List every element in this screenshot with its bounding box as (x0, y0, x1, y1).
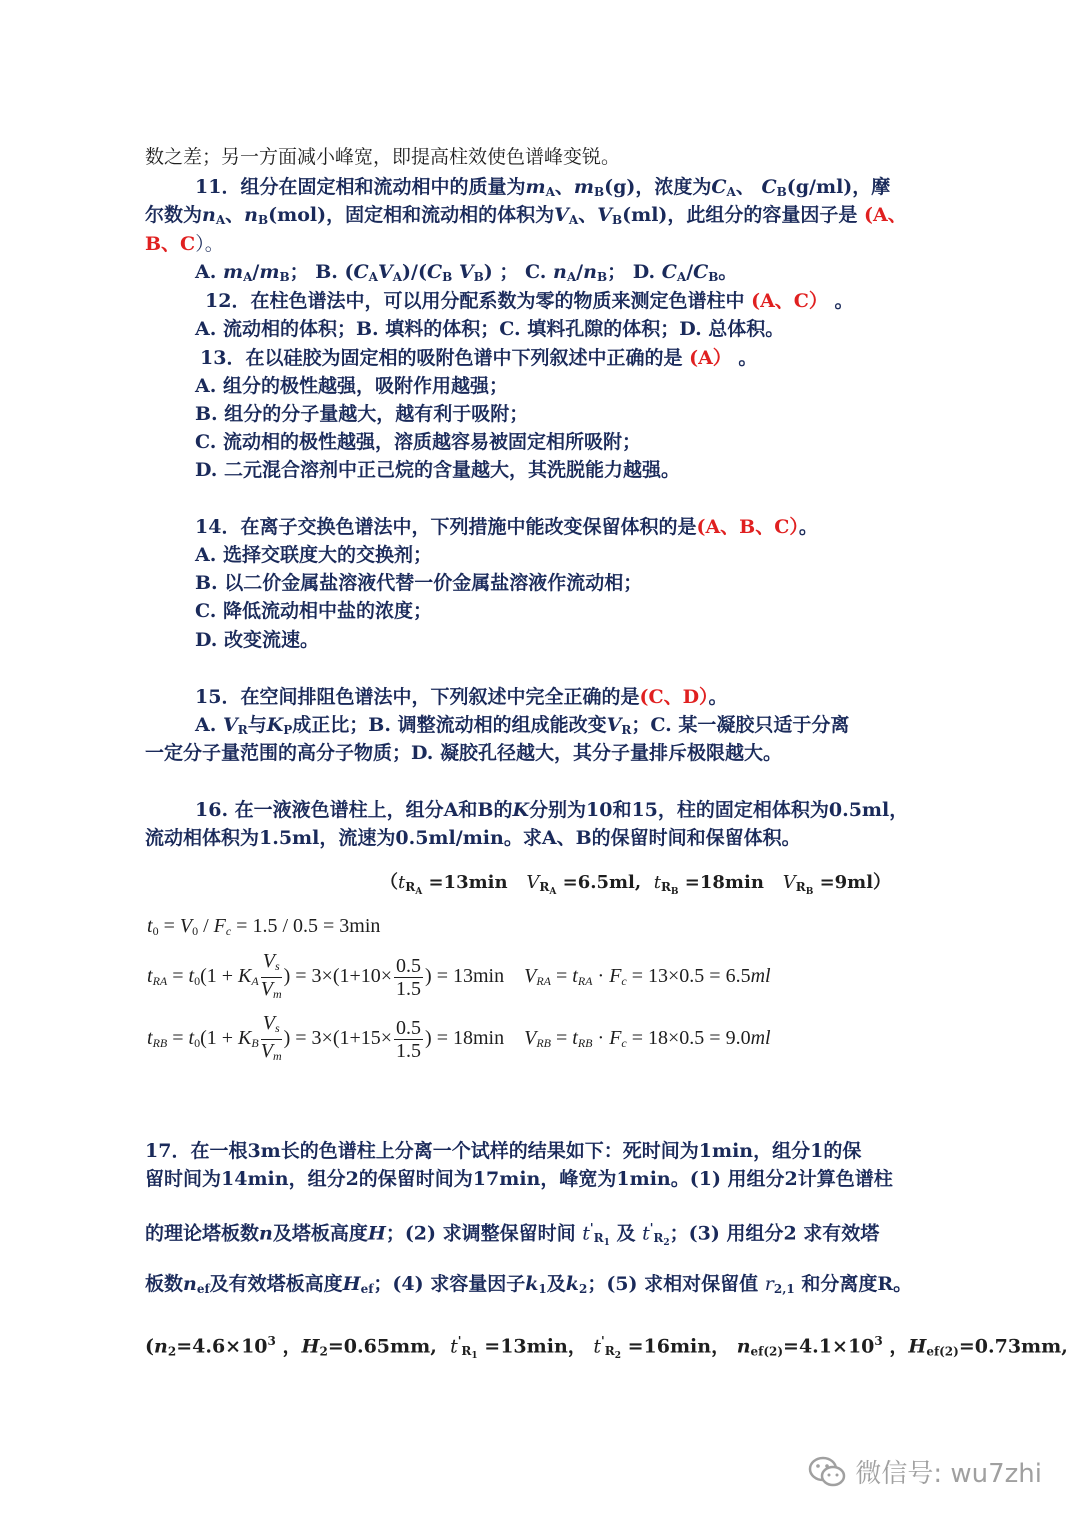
q17-line3: 的理论塔板数n及塔板高度H；(2) 求调整保留时间 $t'_{R_1}$ 及 $t'_{R_2}$；(3) 用组分2 求有效塔 (145, 1221, 880, 1249)
q16-eq2: $t_{RB} = t_0(1 + K_B$ $\frac{V_s}{V_m}$ ) = 3×(1+15× $\frac{0.5}{1.5}$ ) = 18min $V_{RB} = t_{RB} \cdot F_c = 18\times 0.5 = 9.0ml$ (147, 1012, 771, 1063)
q11-answer: B、C）。 (145, 233, 224, 255)
q16-line2: 流动相体积为1.5ml，流速为0.5ml/min。求A、B的保留时间和保留体积。 (145, 827, 801, 849)
q14-option-d: D. 改变流速。 (195, 629, 320, 651)
q16-eq0: $t_0 = V_0 / F_c = 1.5 / 0.5 = 3\min$ (147, 915, 381, 938)
watermark-text: 微信号: wu7zhi (855, 1459, 1042, 1489)
q11-line1: 11．组分在固定相和流动相中的质量为$m_A$、$m_B(g)$，浓度为$C_A$、 $C_B(g/ml)$，摩 (195, 176, 891, 199)
q14-option-c: C. 降低流动相中盐的浓度； (195, 600, 433, 622)
wechat-icon (807, 1455, 847, 1489)
q17-line4: 板数$n_{ef}$及有效塔板高度$H_{ef}$；(4) 求容量因子$k_1$及$k_2$；(5) 求相对保留值 $r_{2,1}$ 和分离度R。 (145, 1273, 913, 1296)
q16-answer: （$t_{R_A} =13\min$ $V_{R_A} =6.5ml$, $t_{R_B} =18\min$ $V_{R_B} =9ml$） (380, 872, 892, 897)
q13-option-a: A. 组分的极性越强，吸附作用越强； (195, 375, 508, 397)
q12-options: A. 流动相的体积；B. 填料的体积；C. 填料孔隙的体积；D. 总体积。 (195, 318, 785, 340)
q13-stem: 13．在以硅胶为固定相的吸附色谱中下列叙述中正确的是 (A） 。 (200, 347, 758, 369)
q15-line1: A. $V_R$与$K_P$成正比；B. 调整流动相的组成能改变$V_R$；C. 某一凝胶只适于分离 (195, 714, 850, 737)
q14-stem: 14．在离子交换色谱法中，下列措施中能改变保留体积的是(A、B、C）。 (195, 516, 818, 538)
q13-option-b: B. 组分的分子量越大，越有利于吸附； (195, 403, 529, 425)
q17-answer: ($n_2=4.6\times 10^3$ ，$H_2=0.65mm$, $t'_{R_1} =13\min$， $t'_{R_2} =16\min$， $n_{ef(2)}=4.1\times 10^3$ ，$H_{ef(2)}=0.73mm$, (145, 1334, 1068, 1362)
q17-line2: 留时间为14min，组分2的保留时间为17min，峰宽为1min。(1) 用组分2计算色谱柱 (145, 1168, 893, 1190)
q11-options: A. $m_A/m_B$； B. $(C_AV_A)/(C_B$ $V_B$) ； C. $n_A/n_B$； D. $C_A/C_B$。 (195, 261, 738, 284)
q14-option-a: A. 选择交联度大的交换剂； (195, 544, 432, 566)
q14-option-b: B. 以二价金属盐溶液代替一价金属盐溶液作流动相； (195, 572, 643, 594)
watermark (807, 1453, 1042, 1490)
q15-line2: 一定分子量范围的高分子物质；D. 凝胶孔径越大，其分子量排斥极限越大。 (145, 742, 783, 764)
intro-line: 数之差；另一方面减小峰宽，即提高柱效使色谱峰变锐。 (145, 146, 621, 168)
q17-line1: 17．在一根3m长的色谱柱上分离一个试样的结果如下：死时间为1min，组分1的保 (145, 1140, 862, 1162)
q16-eq1: $t_{RA} = t_0(1 + K_A$ $\frac{V_s}{V_m}$ ) = 3×(1+10× $\frac{0.5}{1.5}$ ) = 13min $V_{RA} = t_{RA} \cdot F_c = 13\times 0.5 = 6.5ml$ (147, 950, 771, 1001)
q11-line2: 尔数为$n_A$、$n_B(mol)$，固定相和流动相的体积为$V_A$、$V_B(ml)$，此组分的容量因子是 (A、 (145, 204, 907, 227)
q13-option-c: C. 流动相的极性越强，溶质越容易被固定相所吸附； (195, 431, 642, 453)
q16-line1: 16. 在一液液色谱柱上，组分A和B的K分别为10和15，柱的固定相体积为0.5ml， (195, 799, 909, 821)
q13-option-d: D. 二元混合溶剂中正己烷的含量越大，其洗脱能力越强。 (195, 459, 681, 481)
q15-stem: 15．在空间排阻色谱法中，下列叙述中完全正确的是(C、D）。 (195, 686, 728, 708)
q12-stem: 12．在柱色谱法中，可以用分配系数为零的物质来测定色谱柱中 (A、C） 。 (205, 290, 854, 312)
